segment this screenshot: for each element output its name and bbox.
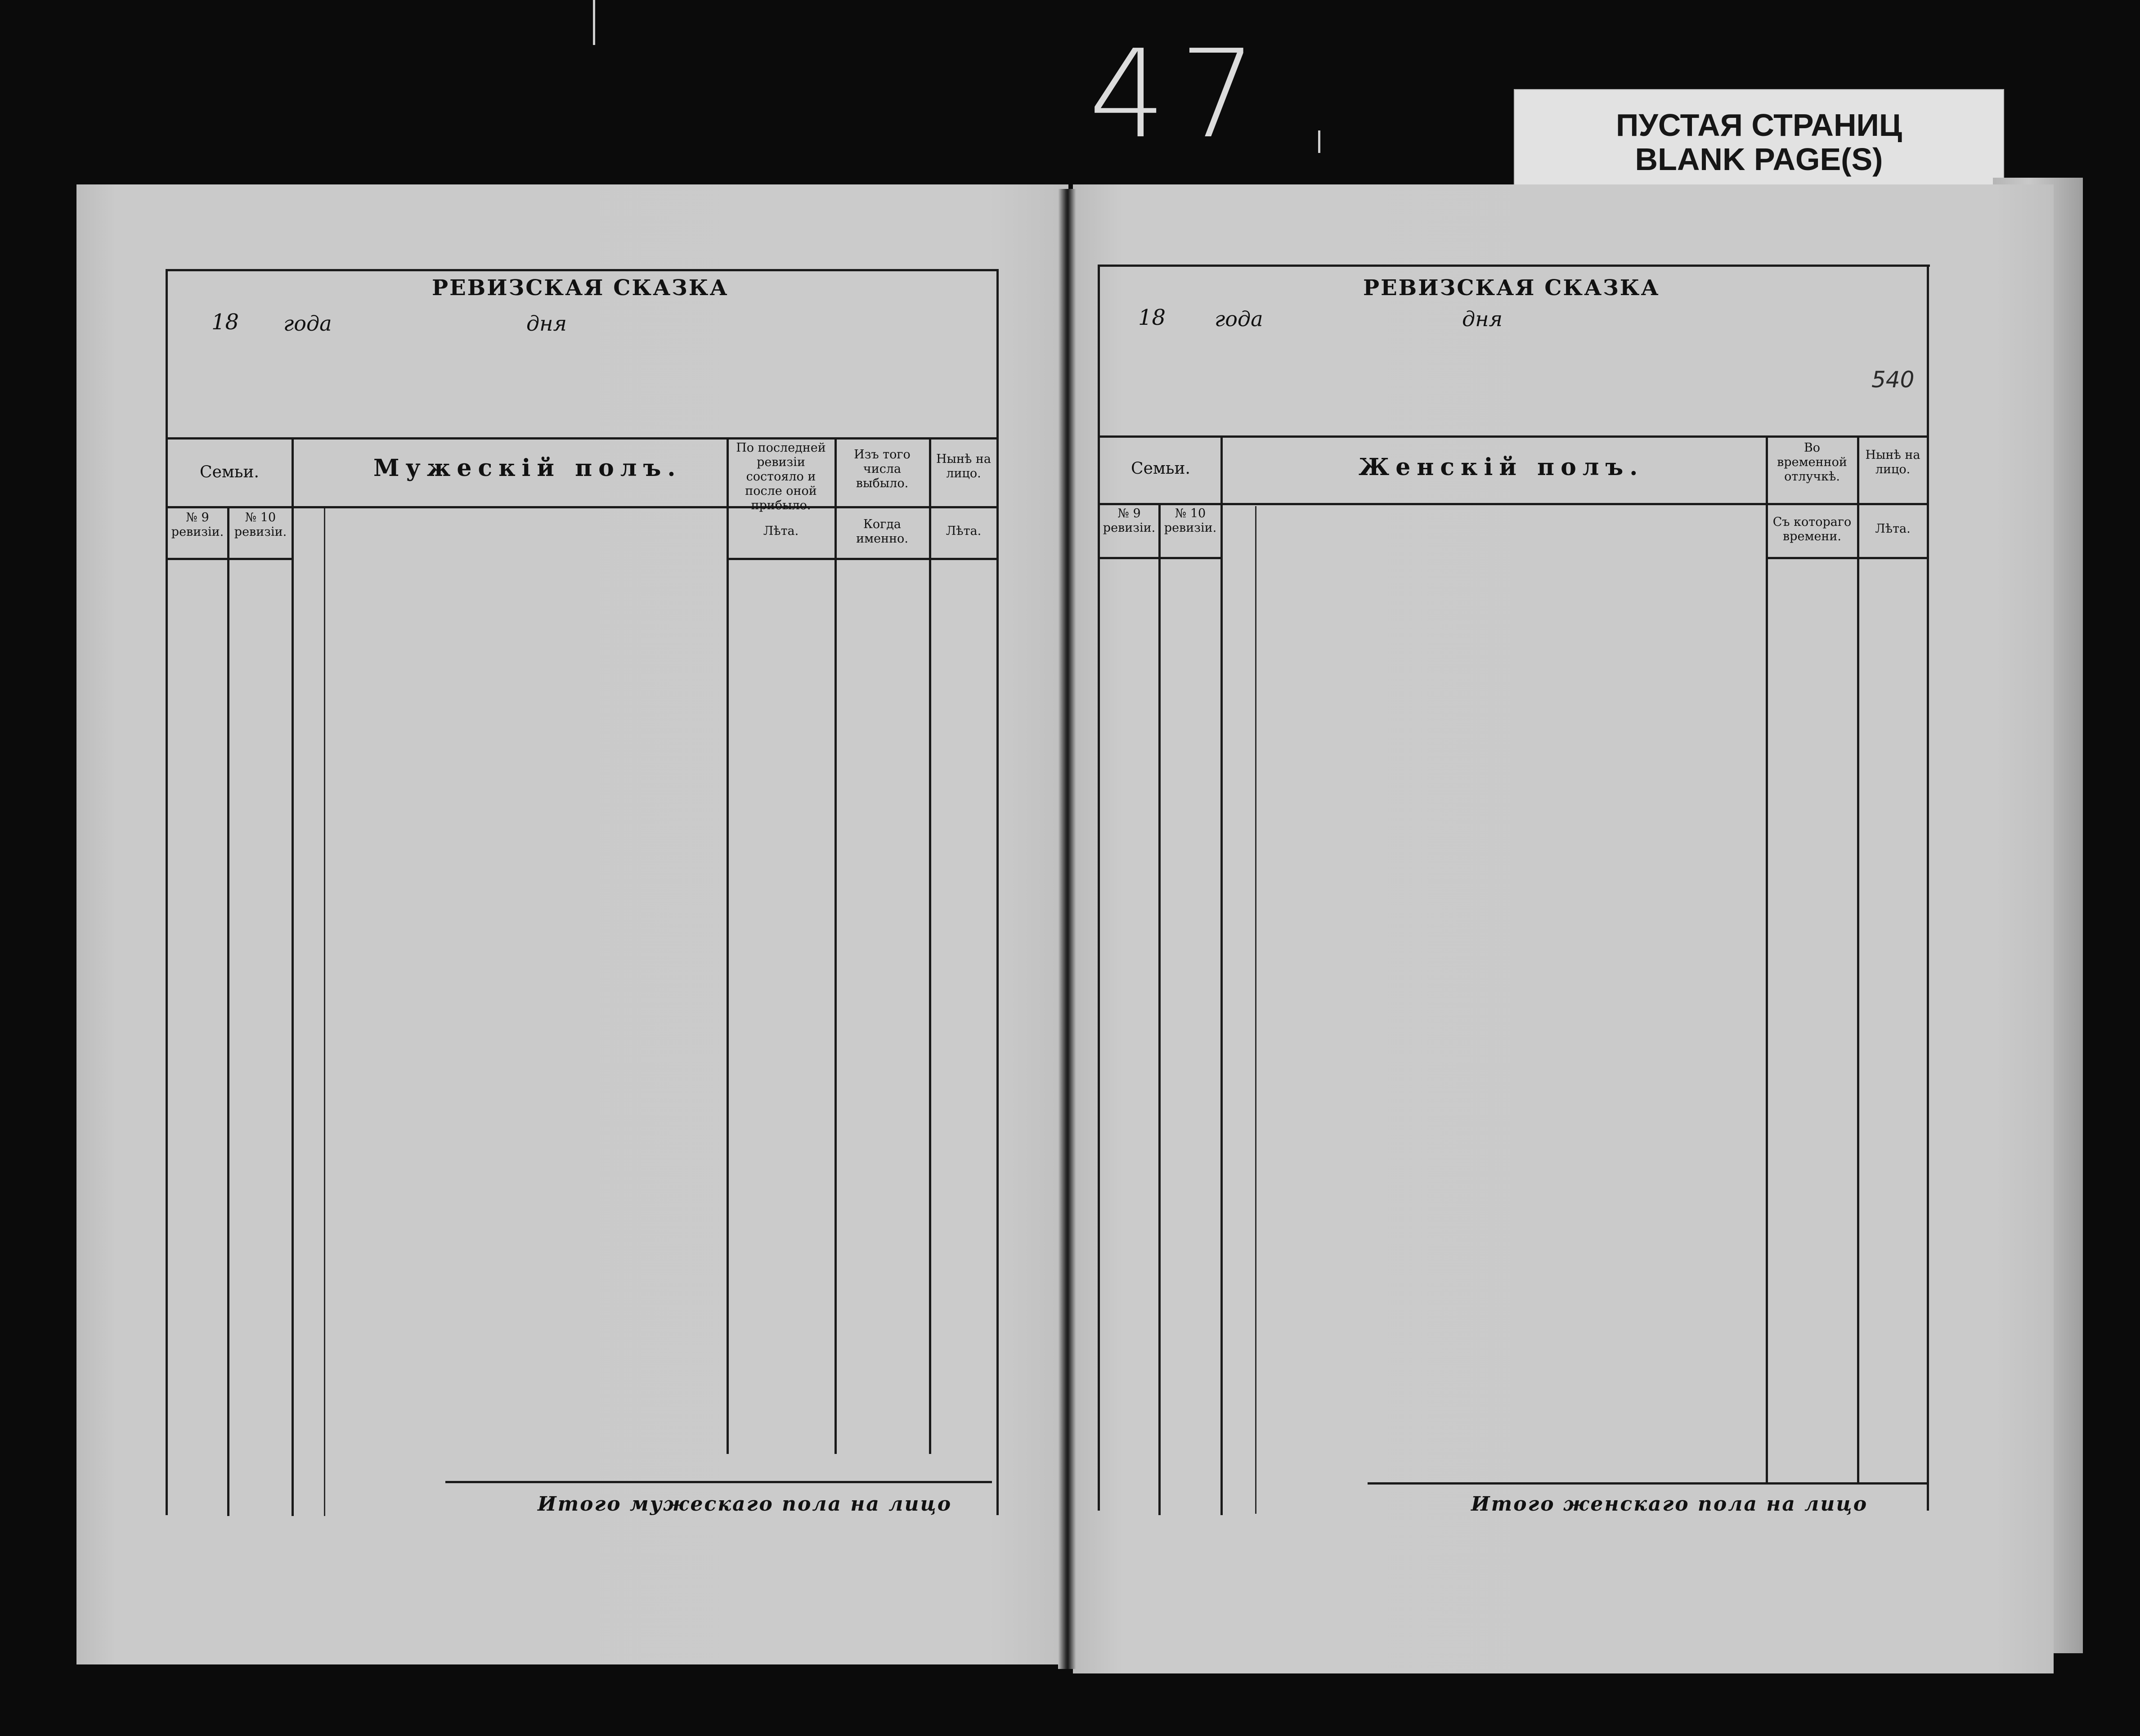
right-thin-rule [1255, 506, 1256, 1514]
left-header-departed: Изъ того числа выбыло. [854, 448, 911, 490]
right-page [1073, 184, 2054, 1673]
left-page [76, 184, 1068, 1664]
left-col-div-4 [834, 437, 837, 1454]
left-form-title: РЕВИЗСКАЯ СКАЗКА [432, 275, 729, 301]
left-sub-rev9: № 9 ревизіи. [171, 511, 224, 539]
left-day-word: дня [526, 311, 567, 336]
left-header-now-present: Нынѣ на лицо. [936, 452, 991, 480]
left-col-div-1 [227, 506, 229, 1516]
right-year-word: года [1215, 307, 1263, 331]
left-total-label: Итого мужескаго пола на лицо [538, 1493, 952, 1516]
left-col-div-3 [727, 437, 729, 1454]
right-form-title: РЕВИЗСКАЯ СКАЗКА [1363, 275, 1660, 301]
right-sub-since-when: Съ котораго времени. [1772, 515, 1852, 543]
right-header-families: Семьи. [1131, 459, 1190, 478]
right-sub-line-right [1766, 557, 1929, 559]
right-year-prefix: 18 [1138, 305, 1166, 330]
right-handwritten-note: 540 [1871, 367, 1915, 393]
left-top-border [166, 269, 999, 271]
right-day-word: дня [1462, 307, 1503, 331]
right-col-div-1 [1158, 503, 1161, 1515]
right-col-div-4 [1857, 435, 1859, 1484]
right-header-gender: Женскій полъ. [1359, 453, 1644, 481]
left-total-rule [445, 1481, 992, 1483]
left-sub-when: Когда именно. [856, 517, 908, 546]
right-total-label: Итого женскаго пола на лицо [1471, 1493, 1868, 1516]
right-total-rule [1368, 1482, 1928, 1485]
right-sub-rev9: № 9 ревизіи. [1103, 507, 1156, 535]
left-col-div-2 [292, 437, 294, 1516]
left-header-families: Семьи. [200, 463, 259, 481]
left-sub-years-a: Лѣта. [763, 524, 799, 538]
blank-label-english: BLANK PAGE(S) [1635, 142, 1883, 177]
right-right-border [1927, 265, 1929, 1511]
right-left-border [1098, 265, 1100, 1511]
book-gutter [1058, 189, 1076, 1669]
frame-tick-left [593, 0, 595, 45]
left-header-gender: Мужескій полъ. [373, 454, 682, 482]
right-sub-rev10: № 10 ревизіи. [1164, 507, 1217, 535]
left-sub-years-b: Лѣта. [946, 524, 982, 538]
left-sub-line-right [727, 558, 999, 560]
left-year-prefix: 18 [211, 310, 239, 335]
left-right-border [996, 269, 999, 1515]
left-col-div-5 [929, 437, 931, 1454]
right-sub-years: Лѣта. [1875, 522, 1911, 536]
left-sub-rev10: № 10 ревизіи. [234, 511, 287, 539]
right-header-temporary-leave: Во временной отлучкѣ. [1777, 441, 1847, 484]
right-header-now-present: Нынѣ на лицо. [1865, 448, 1920, 476]
right-col-div-3 [1766, 435, 1768, 1484]
blank-page-label [1514, 89, 2004, 188]
right-col-div-2 [1220, 435, 1223, 1515]
frame-tick-right [1318, 130, 1320, 153]
left-year-word: года [283, 311, 332, 336]
right-top-border [1098, 265, 1930, 267]
blank-label-russian: ПУСТАЯ СТРАНИЦ [1616, 108, 1902, 143]
frame-number: 47 [1089, 23, 1270, 165]
left-thin-rule [324, 508, 325, 1516]
left-header-since-last: По последней ревизіи состояло и после оной прибыло. [736, 441, 826, 512]
left-sub-line-families [166, 558, 292, 560]
left-left-border [166, 269, 168, 1515]
